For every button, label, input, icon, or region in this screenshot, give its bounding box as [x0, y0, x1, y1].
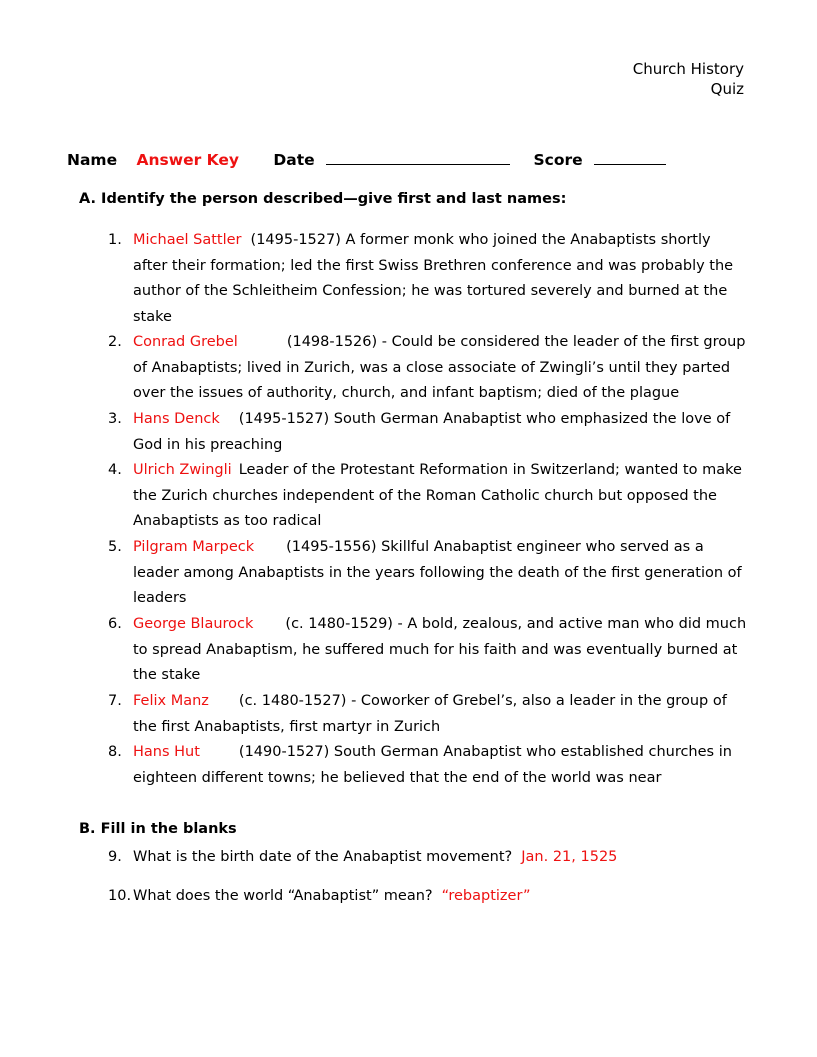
answer-text: “rebaptizer”	[441, 888, 531, 904]
answer-text: George Blaurock	[133, 616, 254, 632]
item-description: (1495-1556) Skillful Anabaptist engineer who served as a leader among Anabaptists in the years following the death of the first generation of leaders	[133, 539, 742, 607]
answer-text: Conrad Grebel	[133, 334, 238, 350]
answer-text: Jan. 21, 1525	[521, 849, 618, 865]
answer-text: Hans Hut	[133, 744, 200, 760]
item-number: 9.	[108, 849, 122, 865]
answer-text: Pilgram Marpeck	[133, 539, 255, 555]
name-date-score-line	[67, 149, 666, 169]
list-item	[108, 330, 748, 407]
list-item	[108, 612, 748, 689]
quiz-label: Quiz	[710, 80, 744, 98]
list-item	[108, 535, 748, 612]
item-description: (1498-1526) - Could be considered the leader of the first group of Anabaptists; lived in Zurich, was a close associate of Zwingli’s until they parted over the issues of authority, church, and infant baptism; died of the plague	[133, 334, 746, 402]
list-item	[108, 740, 748, 791]
answer-text: Ulrich Zwingli	[133, 462, 232, 478]
item-description: (1495-1527) A former monk who joined the Anabaptists shortly after their formation; led the first Swiss Brethren conference and was probably the author of the Schleitheim Confession; he was tortured severely and burned at the stake	[133, 232, 734, 325]
item-number: 10.	[108, 888, 132, 904]
item-number: 7.	[108, 693, 122, 709]
item-number: 2.	[108, 334, 122, 350]
item-description: (1490-1527) South German Anabaptist who established churches in eighteen different towns; he believed that the end of the world was near	[133, 744, 732, 786]
item-number: 3.	[108, 411, 122, 427]
item-number: 1.	[108, 232, 122, 248]
section-a-title: A. Identify the person described—give first and last names:	[79, 191, 567, 207]
list-item	[108, 884, 748, 910]
name-value: Answer Key	[136, 151, 239, 169]
item-number: 5.	[108, 539, 122, 555]
section-b-title: B. Fill in the blanks	[79, 821, 237, 837]
item-number: 8.	[108, 744, 122, 760]
list-item	[108, 407, 748, 458]
item-number: 6.	[108, 616, 122, 632]
list-item	[108, 458, 748, 535]
score-label: Score	[533, 151, 583, 169]
answer-text: Felix Manz	[133, 693, 209, 709]
name-label: Name	[67, 151, 118, 169]
question-text: What does the world “Anabaptist” mean?	[133, 888, 433, 904]
course-title: Church History	[632, 60, 744, 78]
page-header	[633, 59, 744, 99]
list-item	[108, 845, 748, 871]
item-number: 4.	[108, 462, 122, 478]
answer-text: Hans Denck	[133, 411, 220, 427]
answer-text: Michael Sattler	[133, 232, 242, 248]
item-description: Leader of the Protestant Reformation in Switzerland; wanted to make the Zurich churches independent of the Roman Catholic church but opposed the Anabaptists as too radical	[133, 462, 742, 530]
item-description: (c. 1480-1529) - A bold, zealous, and active man who did much to spread Anabaptism, he suffered much for his faith and was eventually burned at the stake	[133, 616, 747, 684]
item-description: (c. 1480-1527) - Coworker of Grebel’s, also a leader in the group of the first Anabaptists, first martyr in Zurich	[133, 693, 727, 735]
date-label: Date	[273, 151, 315, 169]
score-blank	[594, 149, 666, 165]
question-text: What is the birth date of the Anabaptist movement?	[133, 849, 513, 865]
date-blank	[326, 149, 510, 165]
item-description: (1495-1527) South German Anabaptist who emphasized the love of God in his preaching	[133, 411, 731, 453]
list-item	[108, 689, 748, 740]
list-item	[108, 228, 748, 330]
